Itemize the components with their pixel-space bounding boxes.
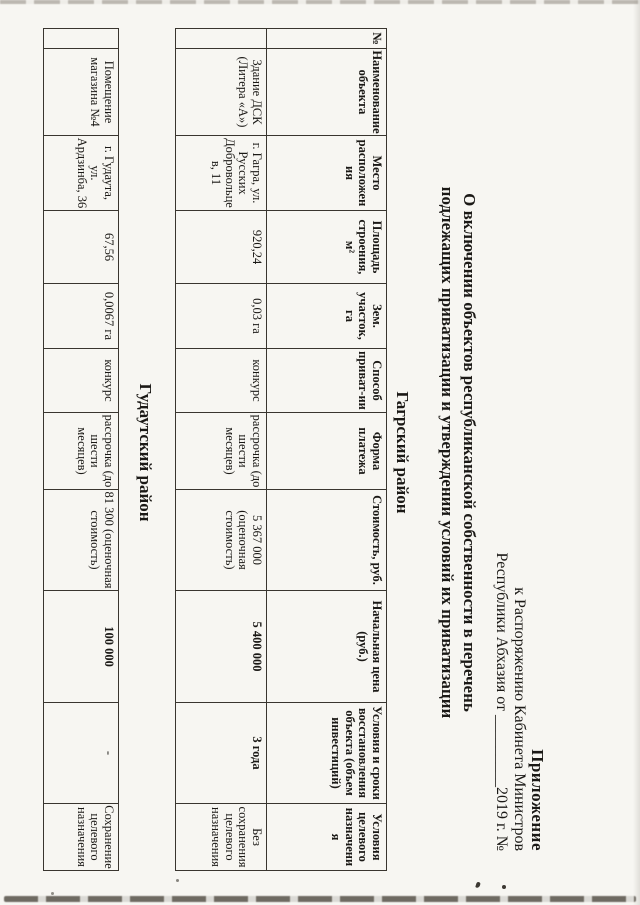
table-header-row (267, 29, 387, 871)
scan-artifact-bottom-edge (4, 896, 636, 902)
appendix-line-2: к Распоряжению Кабинета Министров (511, 587, 528, 851)
gagra-cell-purpose-terms: Без сохранения целевого назначения (176, 804, 267, 871)
appendix-line-3: Республики Абхазия от _________2019 г. № (493, 552, 510, 851)
scan-artifact-top-edge (0, 0, 640, 4)
title-line-1: О включении объектов республиканской собственности в перечень (460, 193, 479, 712)
gagra-cell-land-plot: 0,03 га (176, 284, 267, 349)
header-cell-restoration-terms: Условия и сроки восстановления объекта (объем инвестиций) (267, 703, 387, 804)
header-cell-land-plot: Зем. участок, га (267, 284, 387, 349)
scan-speck (176, 879, 179, 882)
gagra-cell-privatization-method: конкурс (176, 349, 267, 413)
scan-speck (502, 885, 506, 889)
table-row-gagra-object (176, 29, 267, 871)
gudauta-cell-starting-price: 100 000 (44, 591, 119, 703)
gudauta-cell-cost: 81 300 (оценочная стоимость) (44, 490, 119, 591)
header-cell-building-area: Площадь строения, м² (267, 211, 387, 284)
section-heading-gagra: Гагрский район (393, 391, 412, 514)
header-cell-location: Место расположения (267, 136, 387, 211)
gagra-cell-restoration-terms: 3 года (176, 703, 267, 804)
gagra-cell-starting-price: 5 400 000 (176, 591, 267, 703)
gagra-cell-location: г. Гагра, ул. Русских Добровольцев, 11 (176, 136, 267, 211)
header-cell-payment-form: Форма платежа (267, 413, 387, 490)
header-cell-cost: Стоимость, руб. (267, 490, 387, 591)
gudauta-cell-object-name: Помещение магазина №4 (44, 49, 119, 136)
table-row-gudauta-object (44, 29, 119, 871)
gudauta-cell-land-plot: 0,0067 га (44, 284, 119, 349)
header-cell-starting-price: Начальная цена (руб.) (267, 591, 387, 703)
gagra-cell-cost: 5 367 000 (оценочная стоимость) (176, 490, 267, 591)
header-cell-object-name: Наименование объекта (267, 49, 387, 136)
gagra-cell-object-name: Здание ДСК (Литера «А») (176, 49, 267, 136)
privatization-table-gudauta (43, 28, 119, 871)
gagra-cell-number (176, 29, 267, 49)
gudauta-cell-restoration-terms: - (44, 703, 119, 804)
section-heading-gudauta: Гудаутский район (136, 383, 155, 522)
scan-artifact-right-edge (633, 0, 640, 905)
gudauta-cell-building-area: 67,56 (44, 211, 119, 284)
gudauta-cell-privatization-method: конкурс (44, 349, 119, 413)
header-cell-privatization-method: Способ приват-ии (267, 349, 387, 413)
appendix-block (492, 553, 546, 851)
appendix-line-1: Приложение (528, 749, 547, 851)
privatization-table-gagra (175, 28, 387, 871)
gudauta-cell-location: г. Гудаута, ул. Ардзинба, 36 (44, 136, 119, 211)
header-cell-number: № (267, 29, 387, 49)
title-line-2: подлежащих приватизации и утверждении условий их приватизации (438, 186, 457, 719)
scan-speck (51, 892, 54, 895)
gagra-cell-building-area: 920,24 (176, 211, 267, 284)
gagra-cell-payment-form: рассрочка (до шести месяцев) (176, 413, 267, 490)
header-cell-purpose-terms: Условия целевого назначения (267, 804, 387, 871)
document-title (436, 0, 480, 905)
gudauta-cell-number (44, 29, 119, 49)
gudauta-cell-purpose-terms: Сохранение целевого назначения (44, 804, 119, 871)
gudauta-cell-payment-form: рассрочка (до шести месяцев) (44, 413, 119, 490)
